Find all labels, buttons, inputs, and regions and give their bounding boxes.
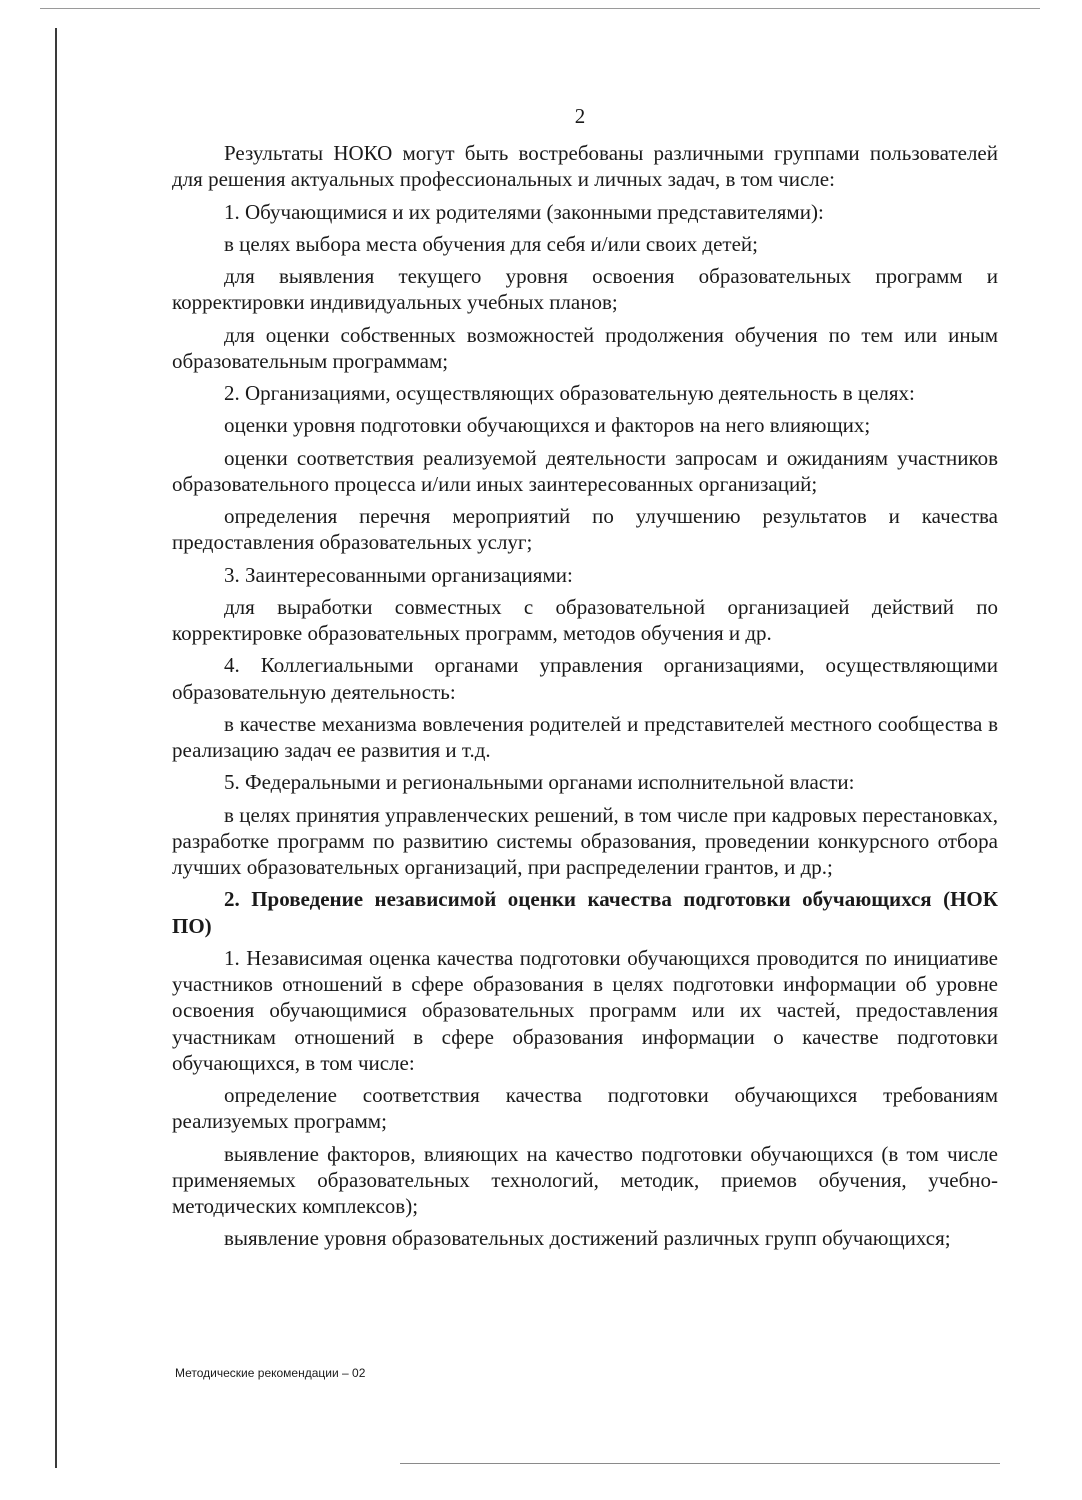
- paragraph: 2. Организациями, осуществляющих образовательную деятельность в целях:: [224, 381, 915, 405]
- paragraph: в качестве механизма вовлечения родителей и представителей местного сообщества в реализацию задач ее развития и т.д.: [172, 711, 998, 762]
- paragraph: 5. Федеральными и региональными органами исполнительной власти:: [224, 770, 855, 795]
- paragraph: Результаты НОКО могут быть востребованы различными группами пользователей для решения актуальных профессиональных и личных задач, в том числе:: [172, 141, 998, 192]
- scan-edge-top: [40, 8, 1040, 9]
- scan-edge-bottom: [400, 1463, 1000, 1464]
- paragraph: выявление уровня образовательных достижений различных групп обучающихся;: [224, 1226, 951, 1251]
- document-body: [172, 140, 998, 1258]
- paragraph: 3. Заинтересованными организациями:: [224, 562, 573, 587]
- paragraph: в целях выбора места обучения для себя и/или своих детей;: [224, 231, 758, 256]
- section-heading: 2. Проведение независимой оценки качества подготовки обучающихся (НОК ПО): [172, 887, 998, 938]
- paragraph: определения перечня мероприятий по улучшению результатов и качества предоставления образовательных услуг;: [172, 504, 998, 555]
- page-footer: Методические рекомендации – 02: [175, 1366, 366, 1380]
- paragraph: определение соответствия качества подготовки обучающихся требованиям реализуемых программ;: [172, 1083, 998, 1134]
- paragraph: для выявления текущего уровня освоения образовательных программ и корректировки индивидуальных учебных планов;: [172, 264, 998, 315]
- paragraph: для выработки совместных с образовательной организацией действий по корректировке образовательных программ, методов обучения и др.: [172, 594, 998, 645]
- paragraph: выявление факторов, влияющих на качество подготовки обучающихся (в том числе применяемых образовательных технологий, методик, приемов обучения, учебно-методических комплексов);: [172, 1141, 998, 1218]
- paragraph: 1. Обучающимися и их родителями (законными представителями):: [224, 199, 824, 224]
- paragraph: 4. Коллегиальными органами управления организациями, осуществляющими образовательную деятельность:: [172, 653, 998, 704]
- paragraph: в целях принятия управленческих решений, в том числе при кадровых перестановках, разработке программ по развитию системы образования, проведении конкурсного отбора лучших образовательных организаций, при распределении грантов, и др.;: [172, 802, 998, 879]
- paragraph: 1. Независимая оценка качества подготовки обучающихся проводится по инициативе участников отношений в сфере образования в целях подготовки информации об уровне освоения обучающимися образовательных программ или их частей, предоставления участникам отношений в сфере образования информации о качестве подготовки обучающихся, в том числе:: [172, 945, 998, 1075]
- paragraph: оценки соответствия реализуемой деятельности запросам и ожиданиям участников образовательного процесса и/или иных заинтересованных организаций;: [172, 445, 998, 496]
- paragraph: для оценки собственных возможностей продолжения обучения по тем или иным образовательным программам;: [172, 322, 998, 373]
- page-number: 2: [574, 104, 586, 128]
- paragraph: оценки уровня подготовки обучающихся и факторов на него влияющих;: [224, 413, 871, 438]
- scan-edge-left: [55, 28, 57, 1468]
